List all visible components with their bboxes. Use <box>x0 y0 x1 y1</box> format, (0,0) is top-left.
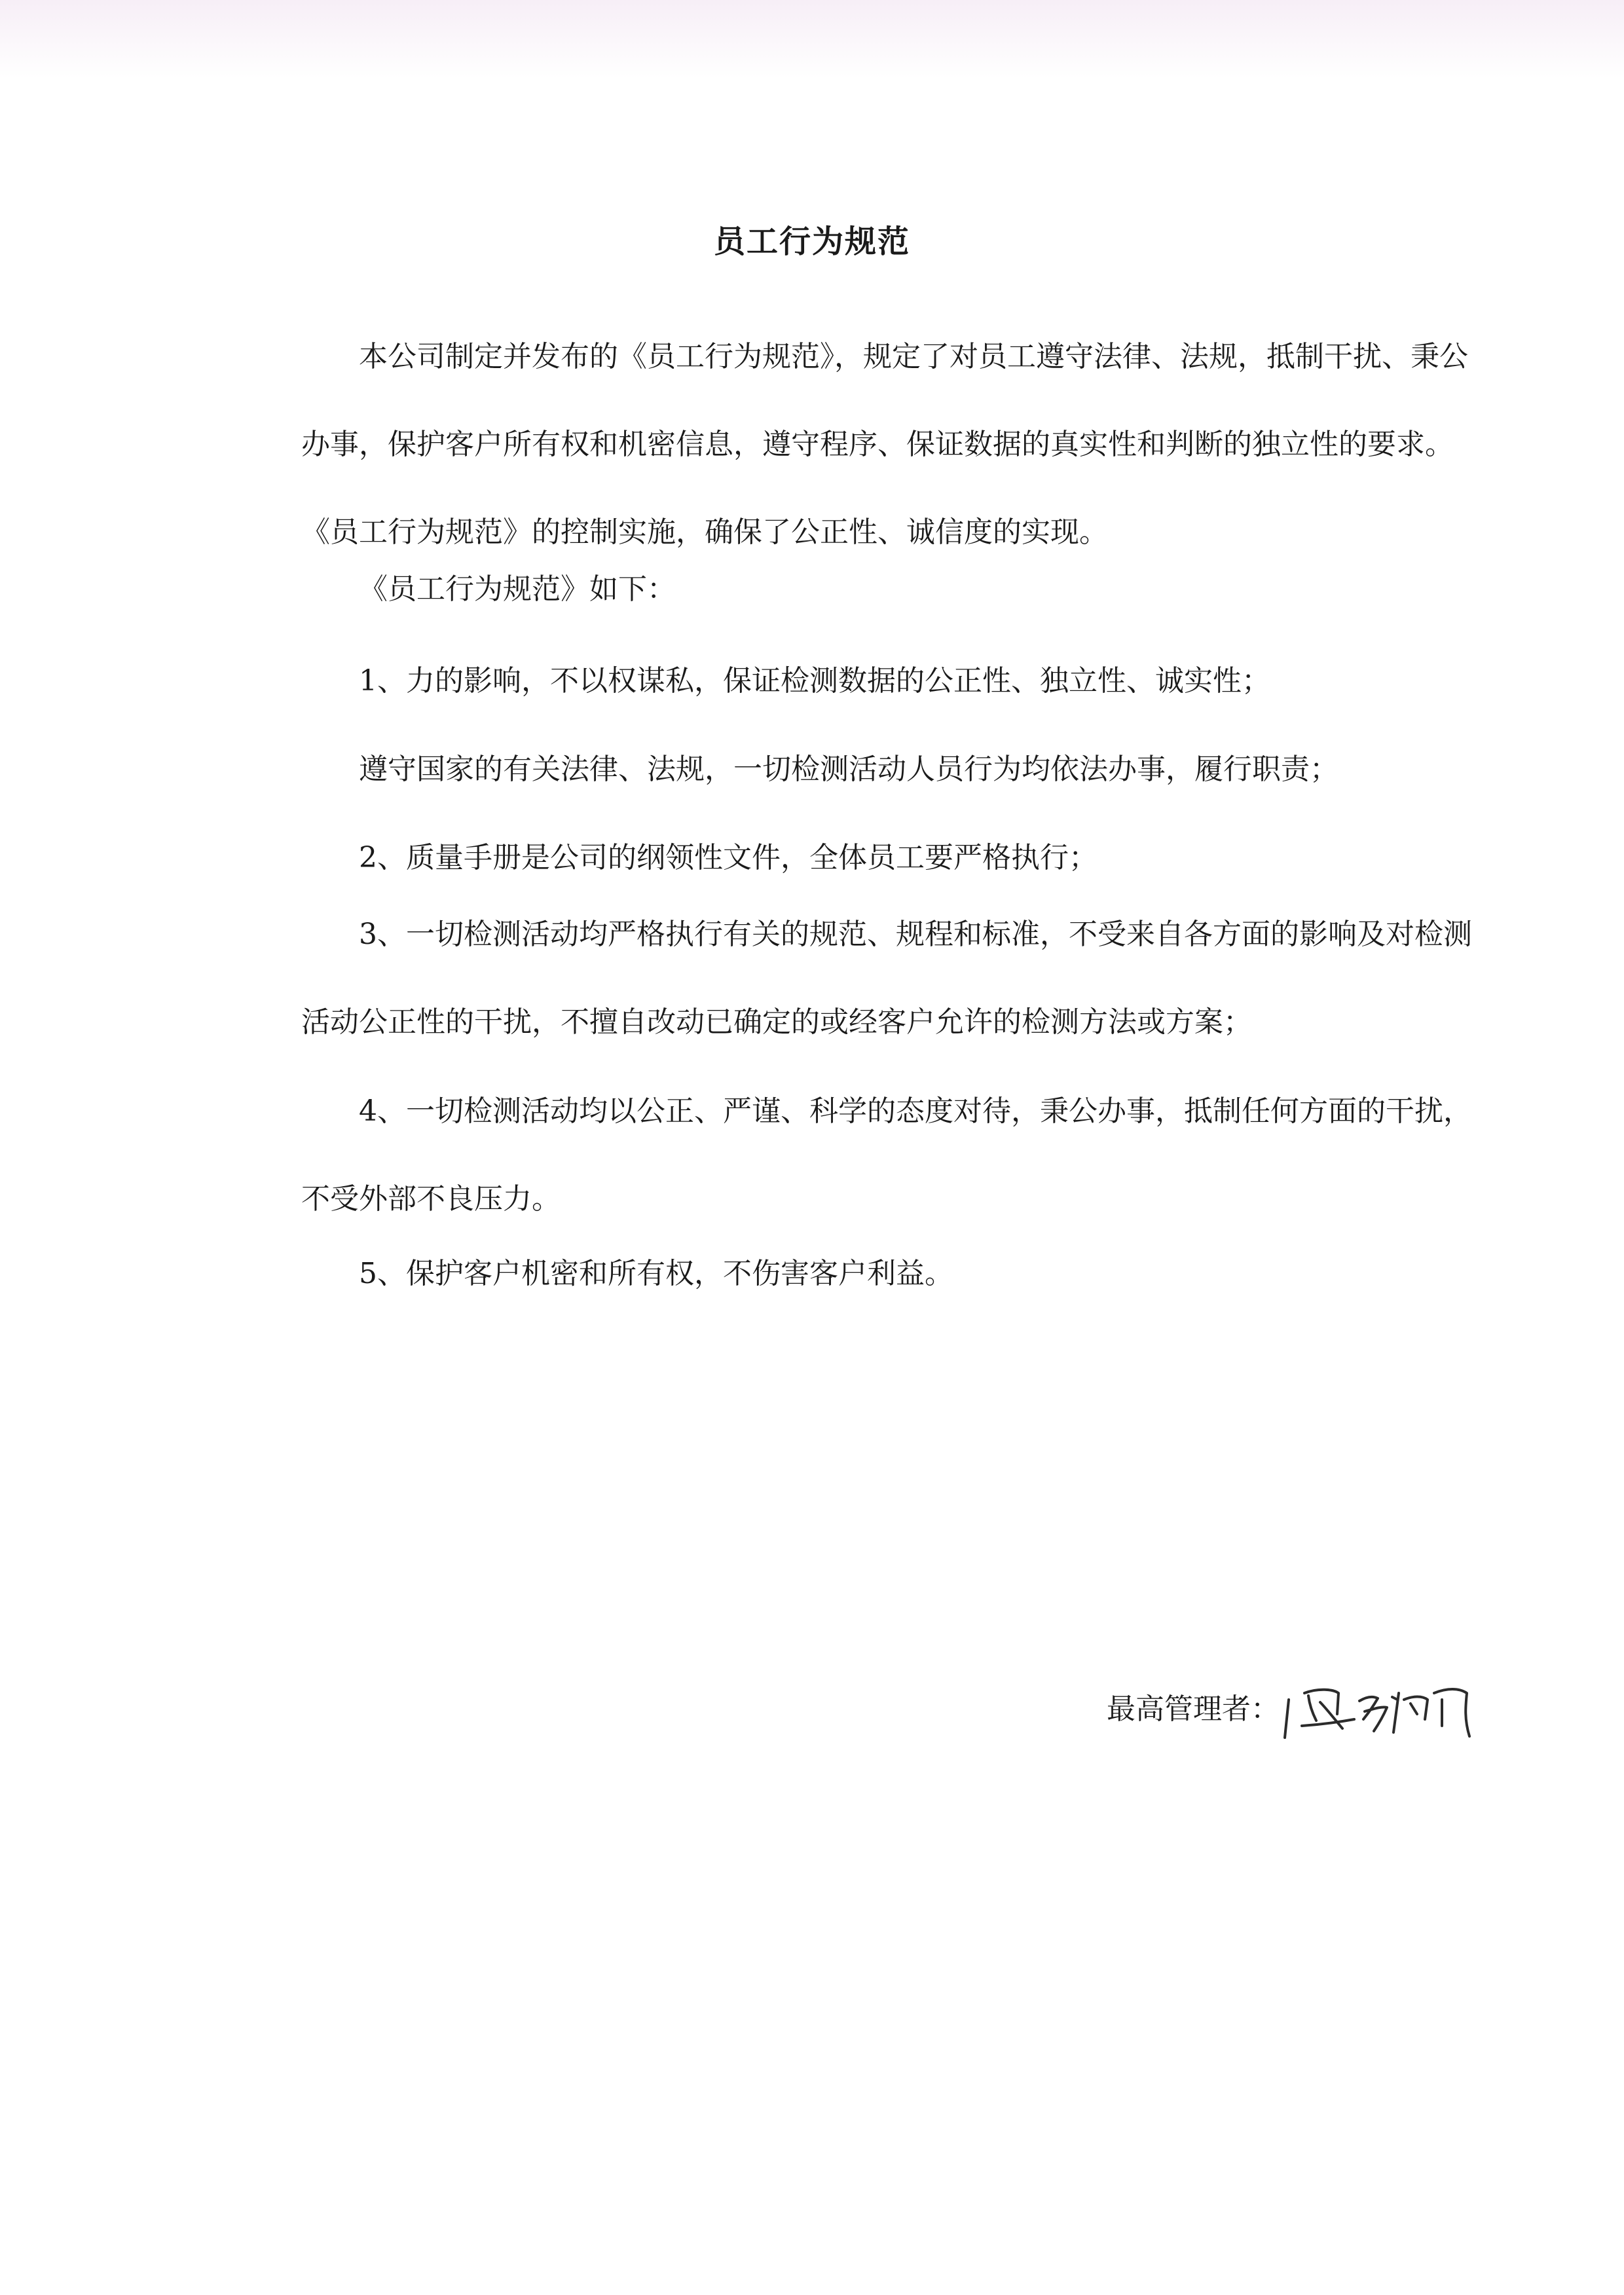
scan-edge-tint <box>0 0 1624 79</box>
list-lead-in: 《员工行为规范》如下： <box>359 572 676 606</box>
list-item: 4、一切检测活动均以公正、严谨、科学的态度对待，秉公办事，抵制任何方面的干扰，不受外部不良压力。 <box>301 1094 1472 1216</box>
page-title: 员工行为规范 <box>713 223 910 260</box>
list-item: 5、保护客户机密和所有权，不伤害客户利益。 <box>359 1257 953 1290</box>
signature-block <box>1107 1670 1479 1749</box>
handwritten-signature <box>1282 1673 1479 1745</box>
list-item: 遵守国家的有关法律、法规，一切检测活动人员行为均依法办事，履行职责； <box>359 753 1338 786</box>
list-item: 3、一切检测活动均严格执行有关的规范、规程和标准，不受来自各方面的影响及对检测活动公正性的干扰，不擅自改动已确定的或经客户允许的检测方法或方案； <box>301 918 1472 1039</box>
list-item: 2、质量手册是公司的纲领性文件，全体员工要严格执行； <box>359 841 1098 874</box>
intro-paragraph: 本公司制定并发布的《员工行为规范》，规定了对员工遵守法律、法规，抵制干扰、秉公办事，保护客户所有权和机密信息，遵守程序、保证数据的真实性和判断的独立性的要求。《员工行为规范》的控制实施，确保了公正性、诚信度的实现。 <box>301 340 1468 549</box>
signature-label: 最高管理者： <box>1107 1692 1280 1726</box>
list-item: 1、力的影响，不以权谋私，保证检测数据的公正性、独立性、诚实性； <box>359 664 1270 698</box>
